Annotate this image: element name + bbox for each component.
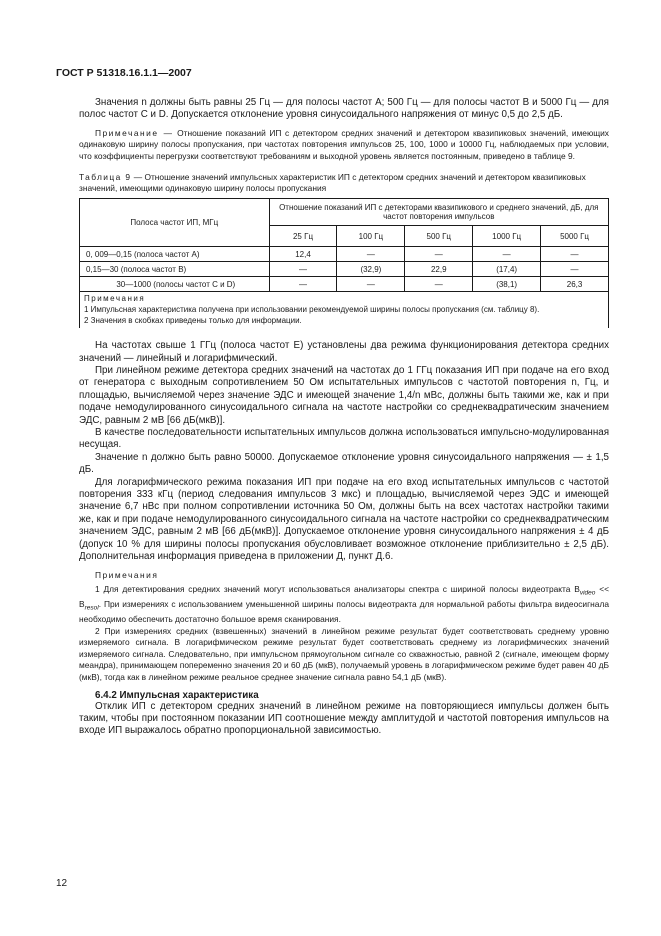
section-paragraph: Отклик ИП с детектором средних значений в линейном режиме на повторяющиеся импульсы должен быть таким, чтобы при постоянном показании ИП соотношение между амплитудой и частотой повторения импульсов на входе ИП выражалось обратно пропорциональной зависимостью. [79, 700, 609, 737]
table-row [80, 262, 609, 277]
table-cell-band: 30—1000 (полосы частот C и D) [80, 277, 270, 292]
note-2: 2 При измерениях средних (взвешенных) значений в линейном режиме результат будет соответствовать среднему уровню измеряемого сигнала. В логарифмическом режиме результат будет соответствовать среднему из логарифмических значений измеряемого сигнала. Следовательно, при импульсном прямоугольном сигнале со скважностью, равной 2 (сигнале, имеющем форму меандра), принимающем попеременно значения 20 и 60 дБ (мкВ), получаемый уровень в логарифмическом режиме будет равен 40 дБ (мкВ), тогда как в линейном режиме реальное среднее значение сигнала равно 54,1 дБ (мкВ). [79, 625, 609, 682]
table-cell: — [269, 277, 337, 292]
table-cell: — [541, 247, 609, 262]
note-1-end: . При измерениях с использованием уменьшенной ширины полосы видеотракта для нормальной работы фильтра видеосигнала необходимо обеспечить достаточно большое время сканирования. [79, 598, 609, 625]
table-notes-row [80, 292, 609, 328]
column-header-frequency: 5000 Гц [541, 226, 609, 247]
table-cell-band: 0,15—30 (полоса частот B) [80, 262, 270, 277]
document-code: ГОСТ Р 51318.16.1.1—2007 [56, 67, 192, 79]
table-cell: 12,4 [269, 247, 337, 262]
table-caption: — Отношение значений импульсных характеристик ИП с детектором средних значений и детектором квазипиковых значений, имеющими одинаковую ширину полосы пропускания [79, 171, 586, 193]
paragraph: На частотах свыше 1 ГГц (полоса частот E) установлены два режима функционирования детектора средних значений — линейный и логарифмический. [79, 340, 609, 364]
table-cell: — [337, 247, 405, 262]
table-cell: — [337, 277, 405, 292]
column-header-frequency: 25 Гц [269, 226, 337, 247]
table-notes-label: Примечания [84, 294, 146, 304]
note-label: Примечание — [95, 127, 174, 138]
note-1-mid: << B [79, 583, 610, 609]
paragraph: Для логарифмического режима показания ИП при подаче на его вход испытательных импульсов с частотой повторения 333 кГц (период следования импульсов 3 мкс) и площадью, вычисляемой через ЭДС и имеющей значение 6,7 нВс при полном сопротивлении источника 50 Ом, должны быть на всех частотах настройки такими же, как и при подаче немодулированного синусоидального сигнала на частоте настройки со среднеквадратическим значением ЭДС, равным 2 мВ [66 дБ(мкВ)]. Допускаемое отклонение уровня синусоидального напряжения ± 4 дБ (допуск 10 % для ширины полосы пропускания обусловливает возможное отклонение приблизительно ± 2,5 дБ). Дополнительная информация приведена в приложении Д, пункт Д.6. [79, 476, 609, 563]
table-9 [79, 198, 609, 328]
table-cell: (32,9) [337, 262, 405, 277]
note-1 [79, 584, 609, 626]
intro-paragraph: Значения n должны быть равны 25 Гц — для полосы частот A; 500 Гц — для полосы частот B и 5000 Гц — для полос частот C и D. Допускается отклонение уровня синусоидального напряжения от минус 0,5 до 2,5 дБ. [79, 97, 609, 121]
subscript-resol: resol [84, 604, 99, 612]
table-cell: 26,3 [541, 277, 609, 292]
table-cell: — [405, 247, 473, 262]
page-number: 12 [56, 878, 68, 889]
section-heading: 6.4.2 Импульсная характеристика [95, 689, 259, 701]
table-cell: (38,1) [473, 277, 541, 292]
table-row [80, 277, 609, 292]
column-header-frequency: 100 Гц [337, 226, 405, 247]
column-header-ratio: Отношение показаний ИП с детекторами квазипикового и среднего значений, дБ, для частот повторения импульсов [269, 199, 608, 226]
paragraph: Значение n должно быть равно 50000. Допускаемое отклонение уровня синусоидального напряжения — ± 1,5 дБ. [79, 451, 609, 476]
column-header-band: Полоса частот ИП, МГц [80, 199, 270, 247]
table-cell: (17,4) [473, 262, 541, 277]
table-cell: — [473, 247, 541, 262]
notes-label: Примечания [95, 569, 159, 580]
note-text: Отношение показаний ИП с детектором средних значений и детектором квазипиковых значений, имеющих одинаковую ширину полосы пропускания, при частотах повторения импульсов 25, 100, 1000 и 10000 Гц, наблюдаемых при условии, что коэффициенты перегрузки соответствуют требованиям и выходной уровень является постоянным, приведено в таблице 9. [79, 127, 609, 161]
table-cell-band: 0, 009—0,15 (полоса частот A) [80, 247, 270, 262]
table-note-2: 2 Значения в скобках приведены только для информации. [84, 315, 302, 325]
column-header-frequency: 1000 Гц [473, 226, 541, 247]
column-header-frequency: 500 Гц [405, 226, 473, 247]
table-reference-note [79, 128, 609, 163]
paragraph: В качестве последовательности испытательных импульсов должна использоваться импульсно-модулированная несущая. [79, 427, 609, 451]
table-title [79, 172, 609, 195]
table-cell: 22,9 [405, 262, 473, 277]
table-row [80, 247, 609, 262]
page-content [79, 97, 609, 738]
note-1-start: 1 Для детектирования средних значений могут использоваться анализаторы спектра с шириной полосы видеотракта B [95, 583, 580, 594]
table-cell: — [405, 277, 473, 292]
table-note-1: 1 Импульсная характеристика получена при использовании рекомендуемой ширины полосы пропускания (см. таблицу 8). [84, 305, 540, 314]
subscript-video: video [579, 589, 596, 597]
table-cell: — [541, 262, 609, 277]
table-cell: — [269, 262, 337, 277]
paragraph: При линейном режиме детектора средних значений на частотах до 1 ГГц показания ИП при подаче на его вход от генератора с выходным сопротивлением 50 Ом испытательных импульсов с частотой повторения n, Гц, и площадью, вычисляемой через значение ЭДС и имеющей значение 1,4/n мВс, должны быть такими же, как и при подаче немодулированного синусоидального сигнала на частоте настройки со среднеквадратическим значением ЭДС, равным 2 мВ [66 дБ(мкВ)]. [79, 365, 609, 426]
table-label: Таблица 9 [79, 171, 132, 182]
